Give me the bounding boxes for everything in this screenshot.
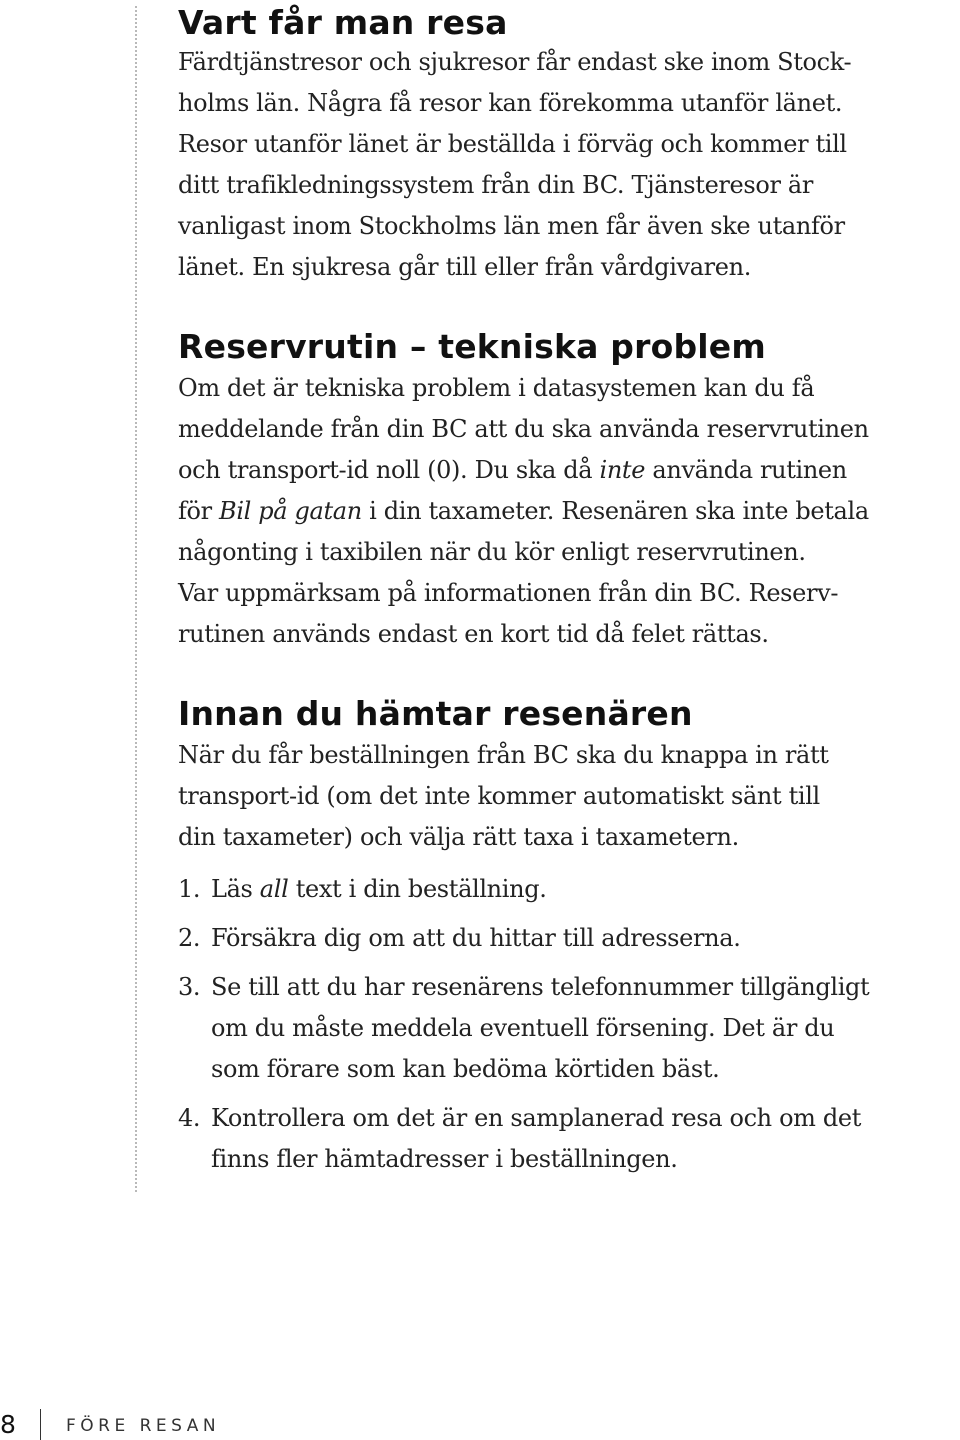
paragraph-line: rutinen används endast en kort tid då felet rättas. [178, 620, 769, 648]
list-item-line: som förare som kan bedöma körtiden bäst. [211, 1055, 720, 1083]
list-item-line: finns fler hämtadresser i beställningen. [211, 1145, 678, 1173]
paragraph-line: Färdtjänstresor och sjukresor får endast ske inom Stock- [178, 48, 852, 76]
list-item [178, 1098, 960, 1180]
list-number: 4. [178, 1104, 201, 1132]
paragraph-line: länet. En sjukresa går till eller från vårdgivaren. [178, 253, 752, 281]
paragraph-line: din taxameter) och välja rätt taxa i taxametern. [178, 823, 739, 851]
list-item-line: Försäkra dig om att du hittar till adresserna. [211, 924, 741, 952]
page-content [178, 4, 960, 1188]
paragraph-line: Var uppmärksam på informationen från din BC. Reserv- [178, 579, 839, 607]
emphasis-text: inte [599, 456, 646, 484]
list-item [178, 869, 960, 910]
section-vart-far-man-resa [178, 4, 960, 288]
page-footer [0, 1409, 960, 1440]
paragraph-line: holms län. Några få resor kan förekomma utanför länet. [178, 89, 843, 117]
paragraph-line [178, 456, 847, 484]
emphasis-text: all [259, 875, 289, 903]
paragraph-line: någonting i taxibilen när du kör enligt reservrutinen. [178, 538, 806, 566]
section-heading: Innan du hämtar resenären [178, 694, 693, 733]
text-run: och transport-id noll (0). Du ska då [178, 456, 600, 484]
paragraph-line [178, 497, 869, 525]
paragraph-line: ditt trafikledningssystem från din BC. Tjänsteresor är [178, 171, 813, 199]
text-run: Läs [211, 875, 260, 903]
list-item-line: Se till att du har resenärens telefonnummer tillgängligt [211, 973, 870, 1001]
running-section-label: FÖRE RESAN [66, 1416, 221, 1436]
text-run: text i din beställning. [288, 875, 547, 903]
paragraph [178, 735, 960, 858]
section-heading: Vart får man resa [178, 3, 508, 42]
section-reservrutin [178, 328, 960, 655]
emphasis-text: Bil på gatan [219, 497, 362, 525]
paragraph-line: vanligast inom Stockholms län men får även ske utanför [178, 212, 845, 240]
list-item-line: om du måste meddela eventuell försening. Det är du [211, 1014, 835, 1042]
paragraph-line: Om det är tekniska problem i datasystemen kan du få [178, 374, 815, 402]
margin-dotted-rule [135, 6, 137, 1192]
section-innan-du-hamtar [178, 695, 960, 1180]
list-number: 1. [178, 875, 201, 903]
list-item [178, 967, 960, 1090]
checklist [178, 869, 960, 1180]
list-item-line: Kontrollera om det är en samplanerad resa och om det [211, 1104, 862, 1132]
list-number: 3. [178, 973, 201, 1001]
paragraph-line: transport-id (om det inte kommer automatiskt sänt till [178, 782, 820, 810]
page-number: 8 [0, 1410, 16, 1439]
footer-divider [40, 1409, 41, 1440]
text-run: för [178, 497, 220, 525]
paragraph-line: meddelande från din BC att du ska använda reservrutinen [178, 415, 869, 443]
section-heading: Reservrutin – tekniska problem [178, 327, 766, 366]
paragraph-line: När du får beställningen från BC ska du knappa in rätt [178, 741, 829, 769]
text-run: i din taxameter. Resenären ska inte betala [361, 497, 869, 525]
list-item [178, 918, 960, 959]
paragraph [178, 368, 960, 655]
list-number: 2. [178, 924, 201, 952]
text-run: använda rutinen [645, 456, 847, 484]
paragraph-line: Resor utanför länet är beställda i förväg och kommer till [178, 130, 847, 158]
paragraph [178, 42, 960, 288]
